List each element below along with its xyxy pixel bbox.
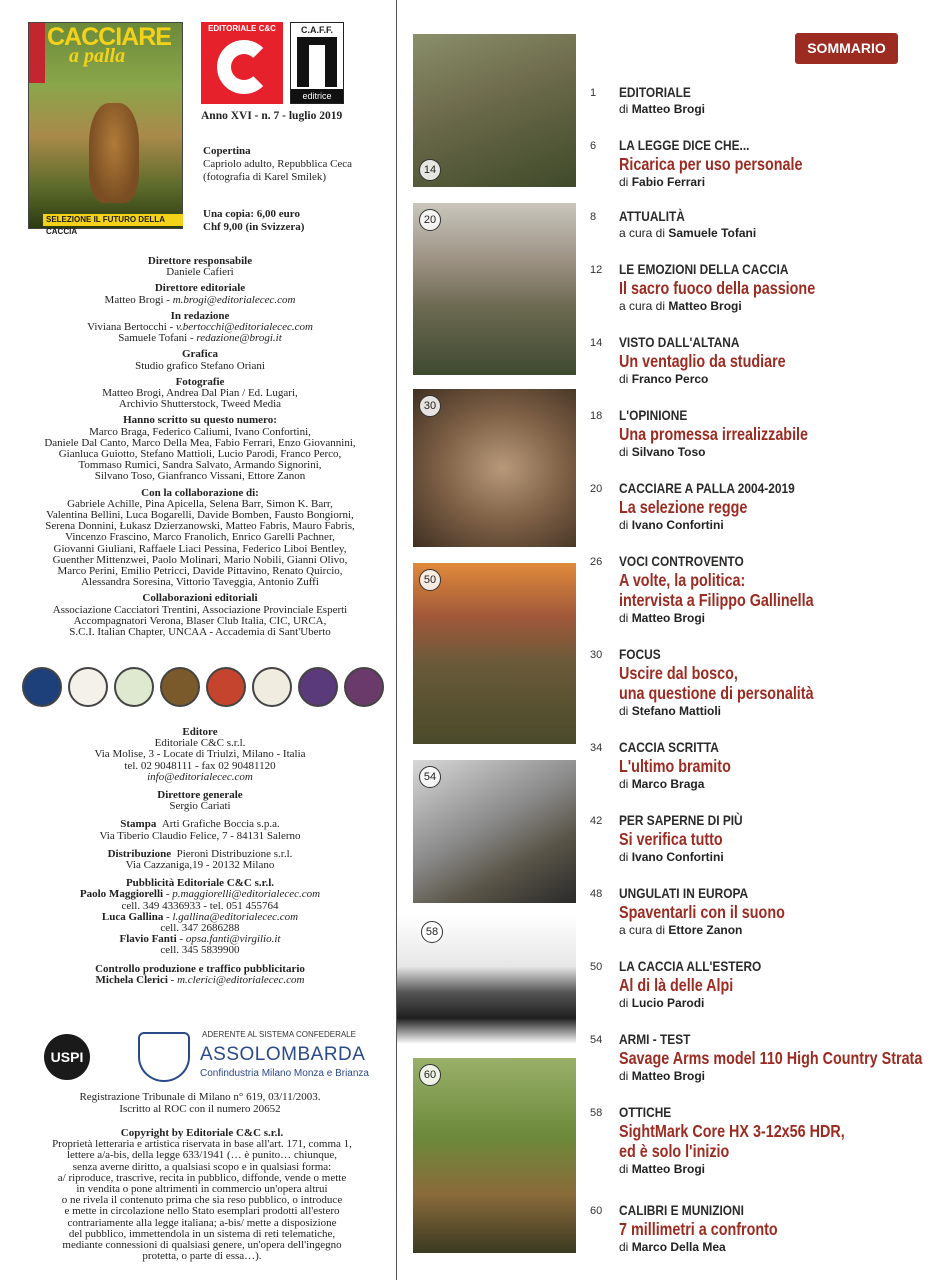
credit-heading: In redazione bbox=[170, 309, 230, 322]
toc-title: Una promessa irrealizzabile bbox=[619, 424, 809, 444]
toc-section: VOCI CONTROVENTO bbox=[619, 553, 744, 569]
credit-heading: Con la collaborazione di: bbox=[141, 486, 259, 499]
sommario-label: SOMMARIO bbox=[795, 33, 898, 64]
toc-author: Ivano Confortini bbox=[631, 518, 724, 532]
credit-heading: Fotografie bbox=[175, 375, 225, 388]
photo-page-number: 54 bbox=[419, 766, 441, 788]
cover-deer-image bbox=[89, 103, 139, 203]
toc-author-prefix: a cura di bbox=[619, 226, 666, 240]
credit-line: Studio grafico Stefano Oriani bbox=[135, 359, 265, 372]
toc-entry[interactable] bbox=[590, 885, 935, 938]
toc-author-prefix: a cura di bbox=[619, 299, 666, 313]
credit-heading: Collaborazioni editoriali bbox=[142, 592, 258, 605]
cover-thumbnail bbox=[28, 22, 183, 236]
toc-entry[interactable] bbox=[590, 334, 935, 387]
credit-line: Accompagnatori Verona, Blaser Club Italia, CIC, URCA, bbox=[73, 614, 327, 627]
toc-author: Matteo Brogi bbox=[668, 299, 742, 313]
photo-red-deer bbox=[413, 563, 576, 744]
toc-section: PER SAPERNE DI PIÙ bbox=[619, 812, 743, 828]
credit-line: tel. 02 9048111 - fax 02 90481120 bbox=[124, 759, 276, 772]
cc-logo-label: EDITORIALE C&C bbox=[208, 24, 276, 33]
credit-line: Arti Grafiche Boccia s.p.a. bbox=[161, 818, 280, 831]
toc-author-prefix: di bbox=[619, 372, 629, 386]
toc-entry[interactable] bbox=[590, 812, 935, 865]
toc-page-number: 60 bbox=[590, 1205, 603, 1217]
toc-title-line2: una questione di personalità bbox=[619, 683, 814, 703]
credit-line: Valentina Bellini, Luca Bogarelli, Davide Bomben, Fausto Bongiorni, bbox=[46, 509, 354, 522]
credit-line: Serena Donnini, Łukasz Dzierzanowski, Matteo Fabris, Mauro Fabris, bbox=[45, 520, 355, 533]
toc-title-line2: ed è solo l'inizio bbox=[619, 1141, 730, 1161]
toc-entry[interactable] bbox=[590, 1031, 935, 1084]
toc-section: UNGULATI IN EUROPA bbox=[619, 885, 749, 901]
credit-line: cell. 349 4336933 - tel. 051 455764 bbox=[121, 899, 279, 912]
toc-title: Il sacro fuoco della passione bbox=[619, 278, 816, 298]
toc-section: CALIBRI E MUNIZIONI bbox=[619, 1202, 744, 1218]
credit-email: redazione@brogi.it bbox=[196, 332, 282, 345]
copyright-line: e mette in circolazione nello Stato esemplari prodotti all'estero bbox=[64, 1205, 340, 1218]
toc-entry[interactable] bbox=[590, 1202, 935, 1255]
toc-author: Matteo Brogi bbox=[631, 1162, 706, 1176]
toc-title: La selezione regge bbox=[619, 497, 748, 517]
credit-name: Michela Clerici bbox=[95, 973, 168, 986]
toc-author-prefix: di bbox=[619, 704, 629, 718]
credit-line: Associazione Cacciatori Trentini, Associazione Provinciale Esperti bbox=[52, 603, 348, 616]
toc-title: Uscire dal bosco, bbox=[619, 663, 738, 683]
copyright-line: Proprietà letteraria e artistica riservata in base all'art. 171, comma 1, bbox=[52, 1138, 352, 1151]
toc-section: OTTICHE bbox=[619, 1104, 672, 1120]
credit-email: m.brogi@editorialecec.com bbox=[172, 293, 296, 306]
caff-logo-label: C.A.F.F. bbox=[300, 25, 333, 35]
toc-entry[interactable] bbox=[590, 646, 935, 719]
registration-line: Registrazione Tribunale di Milano n° 619, 03/11/2003. bbox=[79, 1091, 321, 1103]
photo-hunters bbox=[413, 203, 576, 375]
credit-line: Daniele Cafieri bbox=[166, 266, 234, 279]
toc-section: LE EMOZIONI DELLA CACCIA bbox=[619, 261, 789, 277]
credit-name: Luca Gallina bbox=[101, 910, 164, 923]
toc-title: L'ultimo bramito bbox=[619, 756, 731, 776]
credit-line: Vincenzo Frascino, Marco Franolich, Enrico Garelli Pachner, bbox=[65, 531, 335, 544]
credit-line: Sergio Cariati bbox=[169, 800, 231, 813]
cover-side-strip bbox=[29, 23, 45, 83]
photo-page-number: 14 bbox=[419, 159, 441, 181]
toc-section: ARMI - TEST bbox=[619, 1031, 691, 1047]
credit-email: opsa.fanti@virgilio.it bbox=[185, 933, 281, 946]
photo-page-number: 58 bbox=[421, 921, 443, 943]
toc-title: Savage Arms model 110 High Country Strata bbox=[619, 1048, 923, 1068]
toc-author: Lucio Parodi bbox=[631, 996, 705, 1010]
toc-author: Matteo Brogi bbox=[631, 1069, 706, 1083]
copyright-block bbox=[14, 1128, 390, 1262]
photo-roe-deer bbox=[413, 389, 576, 547]
assolombarda-logo-icon bbox=[138, 1032, 190, 1082]
toc-entry[interactable] bbox=[590, 137, 935, 190]
toc-author: Fabio Ferrari bbox=[631, 175, 706, 189]
credit-line: S.C.I. Italian Chapter, UNCAA - Accademia di Sant'Uberto bbox=[69, 626, 331, 639]
credit-heading: Editore bbox=[182, 726, 218, 738]
toc-section: CACCIARE A PALLA 2004-2019 bbox=[619, 480, 795, 496]
photo-page-number: 60 bbox=[419, 1064, 441, 1086]
caff-logo-mark bbox=[297, 37, 337, 87]
colophon-column bbox=[0, 0, 396, 1280]
toc-entry[interactable] bbox=[590, 958, 935, 1011]
credits-block bbox=[10, 256, 390, 643]
credit-line: Samuele Tofani - bbox=[118, 332, 197, 345]
toc-author-prefix: di bbox=[619, 102, 629, 116]
copyright-line: del pubblico, immettendola in un sistema di reti telematiche, bbox=[68, 1227, 336, 1240]
toc-author-prefix: di bbox=[619, 445, 629, 459]
toc-author-prefix: di bbox=[619, 850, 629, 864]
toc-page-number: 14 bbox=[590, 337, 603, 349]
credit-line: Marco Perini, Emilio Petricci, Davide Pittavino, Renato Quircio, bbox=[57, 565, 343, 578]
cc-logo-mark bbox=[217, 40, 271, 94]
assolombarda-pre: ADERENTE AL SISTEMA CONFEDERALE bbox=[202, 1030, 356, 1039]
toc-page-number: 1 bbox=[590, 87, 597, 99]
credit-name: Flavio Fanti bbox=[119, 933, 177, 946]
association-badges bbox=[22, 667, 384, 711]
toc-section: CACCIA SCRITTA bbox=[619, 739, 719, 755]
association-badge-icon bbox=[68, 667, 108, 707]
toc-title-line2: intervista a Filippo Gallinella bbox=[619, 590, 814, 610]
toc-page-number: 58 bbox=[590, 1107, 603, 1119]
toc-title: SightMark Core HX 3-12x56 HDR, bbox=[619, 1121, 845, 1141]
copyright-line: senza averne diritto, a qualsiasi scopo e in qualsiasi forma: bbox=[72, 1160, 332, 1173]
photo-scope bbox=[397, 915, 576, 1044]
toc-author-prefix: di bbox=[619, 777, 629, 791]
toc-title: Spaventarli con il suono bbox=[619, 902, 785, 922]
assolombarda-name: ASSOLOMBARDA bbox=[200, 1044, 366, 1065]
blaser-badge-icon bbox=[22, 667, 62, 707]
cover-magazine-subtitle: a palla bbox=[69, 45, 126, 67]
editoriale-cc-logo bbox=[201, 22, 283, 104]
assolombarda-sub: Confindustria Milano Monza e Brianza bbox=[200, 1068, 369, 1079]
photo-page-number: 30 bbox=[419, 395, 441, 417]
toc-title: Un ventaglio da studiare bbox=[619, 351, 786, 371]
credit-email: p.maggiorelli@editorialecec.com bbox=[172, 888, 321, 901]
toc-page-number: 42 bbox=[590, 815, 603, 827]
toc-author: Stefano Mattioli bbox=[631, 704, 722, 718]
association-badge-icon bbox=[114, 667, 154, 707]
credit-heading: Stampa bbox=[120, 818, 157, 831]
credit-heading: Grafica bbox=[181, 348, 219, 361]
cover-magazine-title: CACCIARE bbox=[47, 23, 171, 51]
toc-author: Marco Braga bbox=[631, 777, 705, 791]
photo-hunting-dog bbox=[413, 1058, 576, 1253]
toc-author: Silvano Toso bbox=[631, 445, 706, 459]
credit-heading: Hanno scritto su questo numero: bbox=[123, 414, 277, 427]
credit-email: m.clerici@editorialecec.com bbox=[177, 973, 305, 986]
credit-heading: Direttore generale bbox=[157, 789, 243, 802]
credit-heading: Pubblicità Editoriale C&C s.r.l. bbox=[125, 877, 275, 890]
toc-entry[interactable] bbox=[590, 407, 935, 460]
credit-line: Viviana Bertocchi - bbox=[87, 321, 176, 334]
price-line: Una copia: 6,00 euro bbox=[203, 208, 300, 220]
toc-section: EDITORIALE bbox=[619, 84, 691, 100]
credit-line: Archivio Shutterstock, Tweed Media bbox=[118, 398, 282, 411]
toc-page-number: 54 bbox=[590, 1034, 603, 1046]
credit-heading: Distribuzione bbox=[107, 847, 172, 860]
toc-page-number: 18 bbox=[590, 410, 603, 422]
toc-title: A volte, la politica: bbox=[619, 570, 746, 590]
toc-author: Matteo Brogi bbox=[631, 611, 706, 625]
credit-line: Daniele Dal Canto, Marco Della Mea, Fabio Ferrari, Enzo Giovannini, bbox=[44, 436, 356, 449]
copyright-line: protetta, o parte di essa…). bbox=[142, 1250, 262, 1263]
association-badge-icon bbox=[206, 667, 246, 707]
toc-entry[interactable] bbox=[590, 1104, 935, 1177]
credit-name: Paolo Maggiorelli bbox=[79, 888, 164, 901]
column-divider bbox=[396, 0, 397, 1280]
credit-email: v.bertocchi@editorialecec.com bbox=[175, 321, 313, 334]
toc-author: Samuele Tofani bbox=[668, 226, 757, 240]
toc-entry[interactable] bbox=[590, 208, 935, 241]
toc-section: FOCUS bbox=[619, 646, 661, 662]
credit-line: cell. 345 5839900 bbox=[160, 944, 240, 957]
uspi-logo: USPI bbox=[44, 1034, 90, 1080]
toc-page-number: 12 bbox=[590, 264, 603, 276]
photo-wolf bbox=[413, 34, 576, 187]
toc-entry[interactable] bbox=[590, 480, 935, 533]
registration-line: Iscritto al ROC con il numero 20652 bbox=[119, 1103, 281, 1115]
credit-line: Pieroni Distribuzione s.r.l. bbox=[176, 847, 293, 860]
credit-line: Marco Braga, Federico Caliumi, Ivano Confortini, bbox=[89, 425, 311, 438]
toc-title: Ricarica per uso personale bbox=[619, 154, 803, 174]
toc-title: Al di là delle Alpi bbox=[619, 975, 734, 995]
photo-page-number: 50 bbox=[419, 569, 441, 591]
caff-logo-sub: editrice bbox=[291, 89, 343, 103]
credit-heading: Direttore responsabile bbox=[147, 255, 253, 267]
copyright-line: mediante connessioni di qualsiasi genere, un'opera dell'ingegno bbox=[62, 1239, 342, 1252]
credit-line: Giovanni Giuliani, Raffaele Liaci Pessina, Federico Liboi Bentley, bbox=[53, 542, 347, 555]
toc-page-number: 6 bbox=[590, 140, 597, 152]
toc-author-prefix: a cura di bbox=[619, 923, 666, 937]
cover-banner: SELEZIONE IL FUTURO DELLA CACCIA bbox=[43, 214, 183, 226]
association-badge-icon bbox=[298, 667, 338, 707]
price-info bbox=[203, 208, 304, 234]
toc-entry[interactable] bbox=[590, 553, 935, 626]
copyright-line: a/ riproduce, trascrive, recita in pubblico, diffonde, vende o mette bbox=[57, 1171, 347, 1184]
toc-page-number: 48 bbox=[590, 888, 603, 900]
photo-rifle bbox=[413, 760, 576, 903]
credit-email: l.gallina@editorialecec.com bbox=[172, 910, 299, 923]
credit-line: Alessandra Soresina, Vittorio Taveggia, Antonio Zuffi bbox=[81, 576, 319, 589]
cover-info-line: Capriolo adulto, Repubblica Ceca bbox=[203, 158, 353, 170]
credit-line: Guenther Mittenzwei, Paolo Molinari, Mario Nobili, Gianni Olivo, bbox=[52, 553, 348, 566]
registration-info bbox=[10, 1091, 390, 1115]
credit-line: Via Tiberio Claudio Felice, 7 - 84131 Salerno bbox=[99, 829, 301, 842]
credit-line: Silvano Toso, Gianfranco Vissani, Ettore Zanon bbox=[94, 470, 306, 483]
cover-info bbox=[203, 145, 393, 184]
toc-page-number: 34 bbox=[590, 742, 603, 754]
toc-section: L'OPINIONE bbox=[619, 407, 688, 423]
toc-section: LA LEGGE DICE CHE... bbox=[619, 137, 750, 153]
credit-line: cell. 347 2686288 bbox=[160, 922, 240, 935]
toc-entry[interactable] bbox=[590, 84, 935, 117]
credit-line: Tommaso Rumici, Sandra Salvato, Armando Signorini, bbox=[78, 459, 322, 472]
credit-line: Gianluca Guiotto, Stefano Mattioli, Lucio Parodi, Franco Perco, bbox=[58, 448, 342, 461]
credit-line: Gabriele Achille, Pina Apicella, Selena Barr, Simon K. Barr, bbox=[67, 497, 333, 510]
credit-email: info@editorialecec.com bbox=[147, 770, 253, 783]
credit-line: Matteo Brogi - bbox=[104, 293, 173, 306]
toc-entry[interactable] bbox=[590, 739, 935, 792]
copyright-line: lettere a/a-bis, della legge 633/1941 (… è punito… chiunque, bbox=[66, 1149, 338, 1162]
toc-author-prefix: di bbox=[619, 1240, 629, 1254]
caff-logo bbox=[290, 22, 344, 104]
credit-heading: Direttore editoriale bbox=[154, 282, 246, 295]
toc-section: ATTUALITÀ bbox=[619, 208, 685, 224]
toc-page-number: 8 bbox=[590, 211, 597, 223]
toc-author: Ivano Confortini bbox=[631, 850, 724, 864]
toc-author-prefix: di bbox=[619, 1069, 629, 1083]
association-badge-icon bbox=[160, 667, 200, 707]
copyright-line: contrariamente alla legge italiana; a-bis/ mette a disposizione bbox=[67, 1216, 337, 1229]
credit-line: Via Molise, 3 - Locate di Triulzi, Milano - Italia bbox=[94, 748, 306, 761]
copyright-line: o ne rivela il contenuto prima che sia reso pubblico, o introduce bbox=[61, 1194, 343, 1207]
credit-heading: Controllo produzione e traffico pubblicitario bbox=[95, 962, 305, 975]
toc-title: Si verifica tutto bbox=[619, 829, 723, 849]
toc-page-number: 20 bbox=[590, 483, 603, 495]
credit-line: Via Cazzaniga,19 - 20132 Milano bbox=[125, 859, 275, 872]
toc-author-prefix: di bbox=[619, 996, 629, 1010]
publisher-block: Editore Editoriale C&C s.r.l. Via Molise, 3 - Locate di Triulzi, Milano - Italia tel. 02 9048111 - fax 02 90481120 info@editorialecec.com Direttore generale Sergio Cariati Stampa Arti Grafiche Boccia s.p.a. Via Tiberio Claudio Felice, 7 - 84131 Salerno Distribuzione Pieroni Distribuzione s.r.l. Via Cazzaniga,19 - 20132 Milano Pubblicità Editoriale C&C s.r.l. Paolo Maggiorelli - p.maggiorelli@editorialecec.com cell. 349 4336933 - tel. 051 455764 Luca Gallina - l.gallina@editorialecec.com cell. 347 2686288 Flavio Fanti - opsa.fanti@virgilio.it cell. 345 5839900 Controllo produzione e traffico pubblicitario Michela Clerici - m.clerici@editorialecec.com bbox=[10, 727, 390, 993]
toc-author-prefix: di bbox=[619, 175, 629, 189]
copyright-heading: Copyright by Editoriale C&C s.r.l. bbox=[120, 1127, 284, 1139]
toc-section: LA CACCIA ALL'ESTERO bbox=[619, 958, 762, 974]
credit-line: Editoriale C&C s.r.l. bbox=[154, 737, 246, 750]
cover-info-line: (fotografia di Karel Smilek) bbox=[203, 171, 327, 183]
toc-entry[interactable] bbox=[590, 261, 935, 314]
toc-page-number: 50 bbox=[590, 961, 603, 973]
toc-author: Matteo Brogi bbox=[631, 102, 706, 116]
toc-section: VISTO DALL'ALTANA bbox=[619, 334, 740, 350]
toc-author-prefix: di bbox=[619, 611, 629, 625]
toc-author-prefix: di bbox=[619, 1162, 629, 1176]
credit-line: Matteo Brogi, Andrea Dal Pian / Ed. Lugari, bbox=[102, 387, 298, 400]
toc-author: Franco Perco bbox=[631, 372, 709, 386]
issue-line: Anno XVI - n. 7 - luglio 2019 bbox=[201, 110, 343, 122]
price-line: Chf 9,00 (in Svizzera) bbox=[203, 221, 305, 233]
association-badge-icon bbox=[344, 667, 384, 707]
copyright-line: in vendita o pone altrimenti in commercio un'opera altrui bbox=[76, 1183, 328, 1196]
toc-page-number: 30 bbox=[590, 649, 603, 661]
toc-author-prefix: di bbox=[619, 518, 629, 532]
urca-badge-icon bbox=[252, 667, 292, 707]
photo-page-number: 20 bbox=[419, 209, 441, 231]
toc-title: 7 millimetri a confronto bbox=[619, 1219, 778, 1239]
toc-author: Ettore Zanon bbox=[668, 923, 743, 937]
toc-author: Marco Della Mea bbox=[631, 1240, 726, 1254]
cover-info-heading: Copertina bbox=[203, 145, 251, 157]
toc-page-number: 26 bbox=[590, 556, 603, 568]
